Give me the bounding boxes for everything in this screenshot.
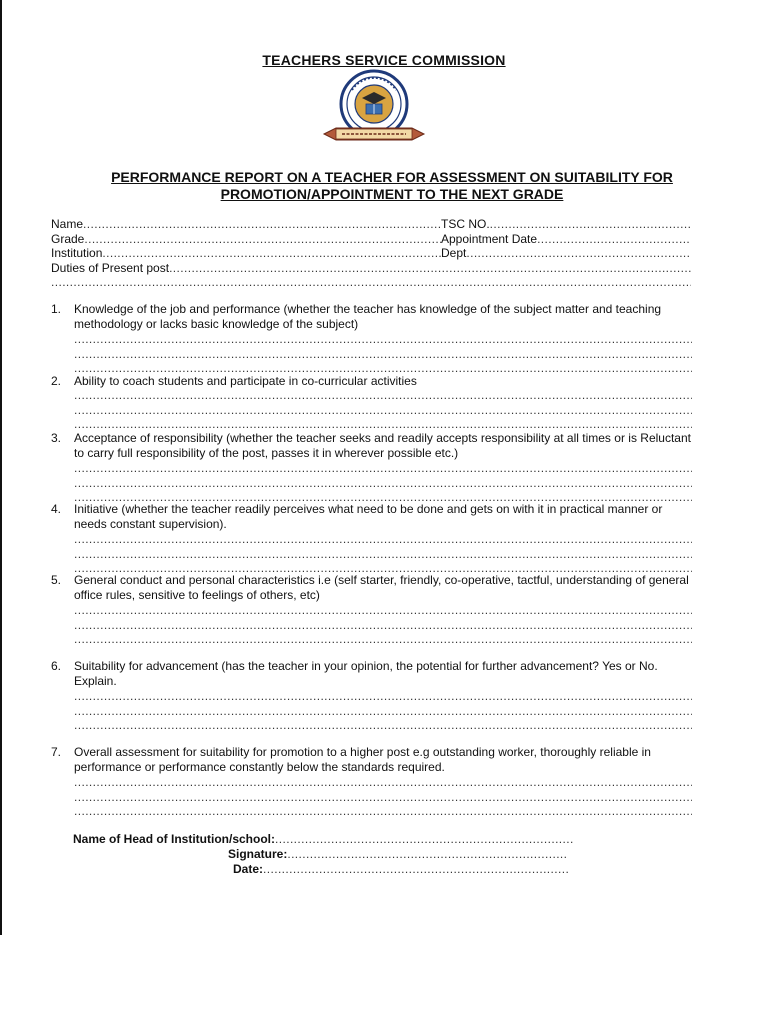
answer-line[interactable] [74, 804, 692, 819]
document-title [60, 169, 724, 203]
head-name-fill-line[interactable] [275, 832, 573, 847]
item-number: 6. [51, 659, 62, 673]
name-fill-line[interactable] [83, 217, 441, 232]
item-number: 3. [51, 431, 62, 445]
name-field[interactable] [51, 217, 441, 232]
answer-line[interactable] [74, 775, 692, 790]
item-number: 2. [51, 374, 62, 388]
answer-line[interactable] [74, 547, 692, 562]
answer-line[interactable] [74, 476, 692, 491]
item-answer-lines[interactable] [74, 332, 692, 376]
item-number: 5. [51, 573, 62, 587]
document-title-line-2: PROMOTION/APPOINTMENT TO THE NEXT GRADE [220, 186, 564, 202]
date-fill-line[interactable] [263, 862, 568, 877]
institution-fill-line[interactable] [102, 246, 441, 261]
tsc-no-label: TSC NO. [441, 217, 490, 231]
dept-fill-line[interactable] [466, 246, 691, 261]
item-question: General conduct and personal characteristics i.e (self starter, friendly, co-operative, tactful, understanding of general office rules, sensitive to feelings of others, etc) [74, 573, 689, 602]
institution-label: Institution [51, 246, 103, 260]
answer-line[interactable] [74, 388, 692, 403]
tsc-no-field[interactable] [441, 217, 691, 232]
answer-line[interactable] [74, 417, 692, 432]
item-question: Knowledge of the job and performance (whether the teacher has knowledge of the subject matter and teaching methodology or lacks basic knowledge of the subject) [74, 302, 662, 331]
answer-line[interactable] [74, 718, 692, 733]
item-answer-lines[interactable] [74, 603, 692, 647]
item-answer-lines[interactable] [74, 532, 692, 576]
item-answer-lines[interactable] [74, 388, 692, 432]
grade-label: Grade [51, 231, 85, 246]
answer-line[interactable] [74, 347, 692, 362]
head-name-field[interactable] [73, 832, 573, 847]
appointment-date-fill-line[interactable] [537, 232, 691, 247]
answer-line[interactable] [74, 332, 692, 347]
item-answer-lines[interactable] [74, 775, 692, 819]
appointment-date-field[interactable] [441, 232, 691, 247]
signature-fill-line[interactable] [287, 847, 568, 862]
dept-label: Dept [441, 246, 467, 260]
duties-row[interactable] [51, 261, 691, 276]
grade-fill-line[interactable] [84, 232, 441, 247]
answer-line[interactable] [74, 790, 692, 805]
duties-fill-line-2[interactable] [51, 275, 691, 290]
grade-field[interactable] [51, 232, 441, 247]
answer-line[interactable] [74, 461, 692, 476]
signature-field[interactable] [228, 847, 568, 862]
teacher-details-section [51, 217, 691, 290]
date-field[interactable] [233, 862, 568, 877]
answer-line[interactable] [74, 532, 692, 547]
item-answer-lines[interactable] [74, 461, 692, 505]
item-question: Overall assessment for suitability for promotion to a higher post e.g outstanding worker, thoroughly reliable in performance or performance constantly below the standards required. [74, 745, 651, 774]
item-question: Suitability for advancement (has the teacher in your opinion, the potential for further advancement? Yes or No. Explain. [74, 659, 658, 688]
tsc-no-fill-line[interactable] [490, 217, 691, 232]
item-question: Acceptance of responsibility (whether the teacher seeks and readily accepts responsibility at all times or is Reluctant to carry full responsibility of the post, passes it in wherever possible etc.) [74, 431, 691, 460]
date-label: Date: [233, 862, 264, 876]
signature-label: Signature: [228, 847, 288, 861]
institution-row [51, 246, 691, 261]
dept-field[interactable] [441, 246, 691, 261]
duties-label: Duties of Present post [51, 260, 170, 275]
name-row [51, 217, 691, 232]
head-name-label: Name of Head of Institution/school: [73, 832, 276, 846]
item-number: 4. [51, 502, 62, 516]
grade-row [51, 232, 691, 247]
item-number: 7. [51, 745, 62, 759]
organization-title: TEACHERS SERVICE COMMISSION [262, 52, 506, 68]
answer-line[interactable] [74, 704, 692, 719]
item-question: Initiative (whether the teacher readily perceives what need to be done and gets on with it in practical manner or needs constant supervision). [74, 502, 663, 531]
appointment-date-label: Appointment Date [441, 231, 538, 246]
answer-line[interactable] [74, 603, 692, 618]
item-question: Ability to coach students and participate in co-curricular activities [74, 374, 417, 388]
duties-continuation-row[interactable] [51, 275, 691, 290]
document-title-line-1: PERFORMANCE REPORT ON A TEACHER FOR ASSESSMENT ON SUITABILITY FOR [111, 169, 673, 185]
tsc-logo-emblem [322, 68, 426, 152]
answer-line[interactable] [74, 689, 692, 704]
answer-line[interactable] [74, 632, 692, 647]
item-number: 1. [51, 302, 62, 316]
item-answer-lines[interactable] [74, 689, 692, 733]
name-label: Name [51, 217, 84, 231]
answer-line[interactable] [74, 403, 692, 418]
institution-field[interactable] [51, 246, 441, 261]
duties-fill-line[interactable] [169, 261, 691, 276]
answer-line[interactable] [74, 618, 692, 633]
